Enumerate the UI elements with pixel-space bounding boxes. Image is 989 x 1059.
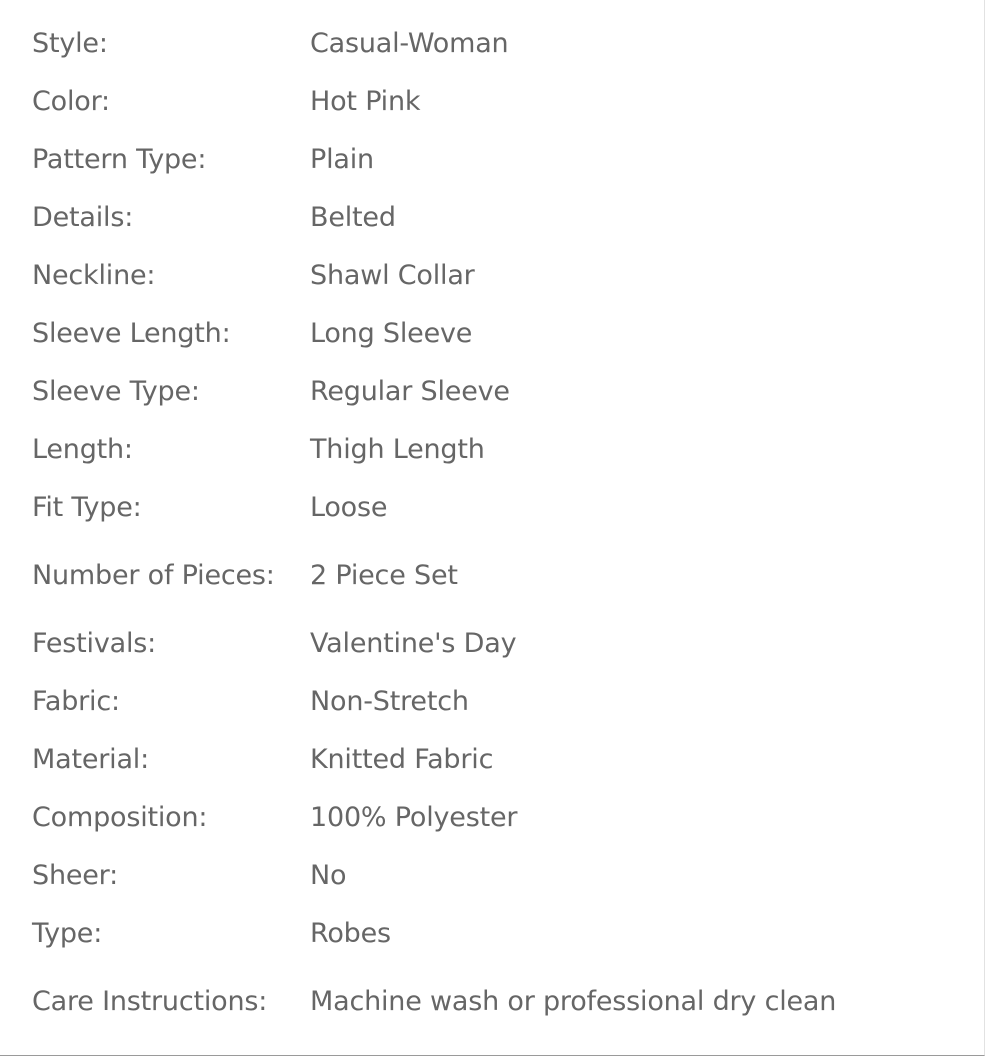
spec-label: Style: (32, 27, 108, 59)
spec-label: Material: (32, 743, 149, 775)
spec-row-number-of-pieces (32, 536, 972, 614)
spec-label: Pattern Type: (32, 143, 207, 175)
spec-value: Knitted Fabric (310, 743, 494, 775)
spec-value: Shawl Collar (310, 259, 475, 291)
spec-value: Hot Pink (310, 85, 421, 117)
spec-label: Color: (32, 85, 110, 117)
spec-value: Loose (310, 491, 388, 523)
spec-value: Belted (310, 201, 396, 233)
spec-row-details (32, 188, 972, 246)
spec-row-sheer (32, 846, 972, 904)
spec-label: Sleeve Length: (32, 317, 231, 349)
spec-label: Details: (32, 201, 134, 233)
spec-row-festivals (32, 614, 972, 672)
spec-label: Festivals: (32, 627, 157, 659)
spec-row-composition (32, 788, 972, 846)
spec-row-color (32, 72, 972, 130)
spec-label: Number of Pieces: (32, 559, 275, 591)
spec-value: Machine wash or professional dry clean (310, 985, 837, 1017)
spec-label: Sleeve Type: (32, 375, 200, 407)
spec-row-sleeve-type (32, 362, 972, 420)
specifications-table (32, 14, 972, 1040)
spec-value: 100% Polyester (310, 801, 518, 833)
spec-value: Plain (310, 143, 374, 175)
spec-value: Valentine's Day (310, 627, 517, 659)
spec-row-length (32, 420, 972, 478)
spec-label: Type: (32, 917, 103, 949)
spec-value: 2 Piece Set (310, 559, 458, 591)
spec-value: Regular Sleeve (310, 375, 510, 407)
spec-label: Sheer: (32, 859, 118, 891)
spec-label: Composition: (32, 801, 208, 833)
spec-row-pattern-type (32, 130, 972, 188)
spec-label: Length: (32, 433, 133, 465)
spec-row-care-instructions (32, 962, 972, 1040)
spec-value: Thigh Length (310, 433, 485, 465)
spec-value: Long Sleeve (310, 317, 473, 349)
spec-label: Fabric: (32, 685, 120, 717)
spec-value: Non-Stretch (310, 685, 469, 717)
spec-row-neckline (32, 246, 972, 304)
spec-row-sleeve-length (32, 304, 972, 362)
spec-label: Neckline: (32, 259, 156, 291)
spec-value: Casual-Woman (310, 27, 509, 59)
spec-row-fit-type (32, 478, 972, 536)
spec-value: Robes (310, 917, 391, 949)
spec-row-style (32, 14, 972, 72)
spec-label: Care Instructions: (32, 985, 268, 1017)
spec-row-material (32, 730, 972, 788)
spec-row-fabric (32, 672, 972, 730)
spec-label: Fit Type: (32, 491, 142, 523)
spec-row-type (32, 904, 972, 962)
spec-value: No (310, 859, 347, 891)
